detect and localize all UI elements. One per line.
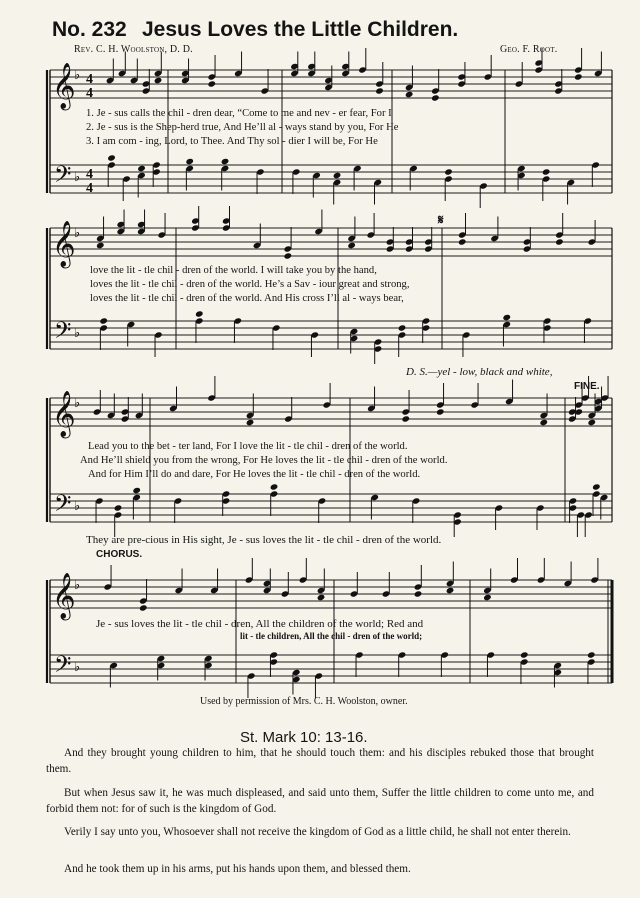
- system4-bass-note: [587, 651, 596, 658]
- system1-treble-note: [207, 80, 216, 87]
- system4-treble-note: [139, 604, 148, 611]
- time-signature-top: 4: [86, 167, 93, 182]
- system2-verse2: loves the lit - tle chil - dren of the world. He’s a Sav - iour great and strong,: [90, 279, 410, 290]
- system1-treble-note: [375, 87, 384, 94]
- bass-clef-icon: 𝄢: [54, 318, 72, 349]
- author-credit: Rev. C. H. Woolston, D. D.: [74, 44, 193, 55]
- flat-key-signature-icon: ♭: [74, 226, 81, 241]
- system2-bass-note: [502, 314, 511, 321]
- chorus-melody-text: Je - sus loves the lit - tle chil - dren, All the children of the world; Red and: [96, 618, 424, 630]
- flat-key-signature-icon: ♭: [74, 660, 81, 675]
- scripture-paragraph-1: And they brought young children to him, that he should touch them: and his disciples rebuked those that brought them.: [46, 747, 594, 775]
- system3-verse1: Lead you to the bet - ter land, For I love the lit - tle chil - dren of the world.: [88, 441, 408, 452]
- treble-clef-icon: 𝄞: [52, 391, 76, 437]
- permission-note: Used by permission of Mrs. C. H. Woolston, owner.: [200, 696, 408, 707]
- system1-bass-note: [221, 158, 230, 165]
- system1-treble-note: [431, 94, 440, 101]
- system3-treble-note: [246, 419, 255, 426]
- system4-treble-note: [483, 594, 492, 601]
- chorus-echo-text: lit - tle children, All the chil - dren of the world;: [240, 631, 423, 641]
- flat-key-signature-icon: ♭: [74, 396, 81, 411]
- system2-bass-note: [99, 317, 108, 324]
- system3-bass-note: [132, 487, 141, 494]
- scripture-reference: St. Mark 10: 13-16.: [240, 729, 368, 746]
- system2-treble-note: [96, 242, 105, 249]
- system2-treble-note: [347, 242, 356, 249]
- system4-bass-note: [520, 651, 529, 658]
- flat-key-signature-icon: ♭: [74, 499, 81, 514]
- system2-bass-note: [398, 324, 407, 331]
- chorus-label: CHORUS.: [96, 549, 143, 560]
- system1-bass-note: [137, 165, 146, 172]
- hymn-title: Jesus Loves the Little Children.: [142, 18, 459, 41]
- treble-clef-icon: 𝄞: [52, 221, 76, 267]
- system4-treble-note: [414, 590, 423, 597]
- system2-treble-note: [284, 252, 293, 259]
- bass-clef-icon: 𝄢: [54, 652, 72, 683]
- system3-treble-note: [401, 415, 410, 422]
- system2-verse3: loves the lit - tle chil - dren of the world. And His cross I’ll al - ways bear,: [90, 293, 404, 304]
- system3-verse3: And for Him I’ll do and dare, For He loves the lit - tle chil - dren of the world.: [88, 469, 421, 480]
- system2-treble-note: [458, 238, 467, 245]
- time-signature-bottom: 4: [86, 86, 93, 101]
- system3-verse2: And He’ll shield you from the wrong, For He loves the lit - tle chil - dren of the world.: [80, 455, 448, 466]
- flat-key-signature-icon: ♭: [74, 68, 81, 83]
- system1-bass-note: [333, 172, 342, 179]
- time-signature-top: 4: [86, 72, 93, 87]
- system3-treble-note: [587, 419, 596, 426]
- system1-verse2: 2. Je - sus is the Shep-herd true, And He’ll al - ways stand by you, For He: [86, 122, 399, 133]
- system4-treble-note: [446, 587, 455, 594]
- system3-ds-verse: They are pre-cious in His sight, Je - sus loves the lit - tle chil - dren of the world.: [86, 534, 442, 546]
- system3-bass-note: [592, 483, 601, 490]
- flat-key-signature-icon: ♭: [74, 326, 81, 341]
- bass-clef-icon: 𝄢: [54, 162, 72, 193]
- system2-verse1: love the lit - tle chil - dren of the world. I will take you by the hand,: [90, 265, 377, 276]
- composer-credit: Geo. F. Root.: [500, 44, 558, 55]
- system2-treble-note: [555, 238, 564, 245]
- system3-bass-note: [270, 483, 279, 490]
- scripture-paragraph-3: Verily I say unto you, Whosoever shall not receive the kingdom of God as a little child, he shall not enter therein.: [64, 826, 571, 838]
- scripture-paragraph-2: But when Jesus saw it, he was much displeased, and said unto them, Suffer the little children to come unto me, and forbid them not: for of such is the kingdom of God.: [46, 787, 594, 815]
- system1-bass-note: [185, 158, 194, 165]
- system3-treble-note: [539, 419, 548, 426]
- system1-verse3: 3. I am com - ing, Lord, to Thee. And Thy sol - dier I will be, For He: [86, 136, 378, 147]
- system1-bass-note: [542, 168, 551, 175]
- bass-clef-icon: 𝄢: [54, 491, 72, 522]
- fine-mark: FINE.: [574, 381, 600, 392]
- system3-treble-note: [436, 408, 445, 415]
- treble-clef-icon: 𝄞: [52, 573, 76, 619]
- time-signature-bottom: 4: [86, 181, 93, 196]
- system3-bass-note: [114, 504, 123, 511]
- treble-clef-icon: 𝄞: [52, 63, 76, 109]
- system1-treble-note: [154, 77, 163, 84]
- flat-key-signature-icon: ♭: [74, 578, 81, 593]
- system2-bass-note: [195, 310, 204, 317]
- system1-verse1: 1. Je - sus calls the chil - dren dear, “Come to me and nev - er fear, For I: [86, 108, 392, 119]
- system4-treble-note: [317, 594, 326, 601]
- system1-bass-note: [107, 154, 116, 161]
- system1-treble-note: [574, 73, 583, 80]
- system1-bass-note: [444, 168, 453, 175]
- segno-sign: 𝄋: [438, 212, 444, 227]
- hymn-number: No. 232: [52, 18, 127, 41]
- ds-lyric: D. S.—yel - low, black and white,: [406, 366, 553, 378]
- flat-key-signature-icon: ♭: [74, 170, 81, 185]
- scripture-paragraph-4: And he took them up in his arms, put his hands upon them, and blessed them.: [64, 863, 411, 875]
- system1-treble-note: [405, 91, 414, 98]
